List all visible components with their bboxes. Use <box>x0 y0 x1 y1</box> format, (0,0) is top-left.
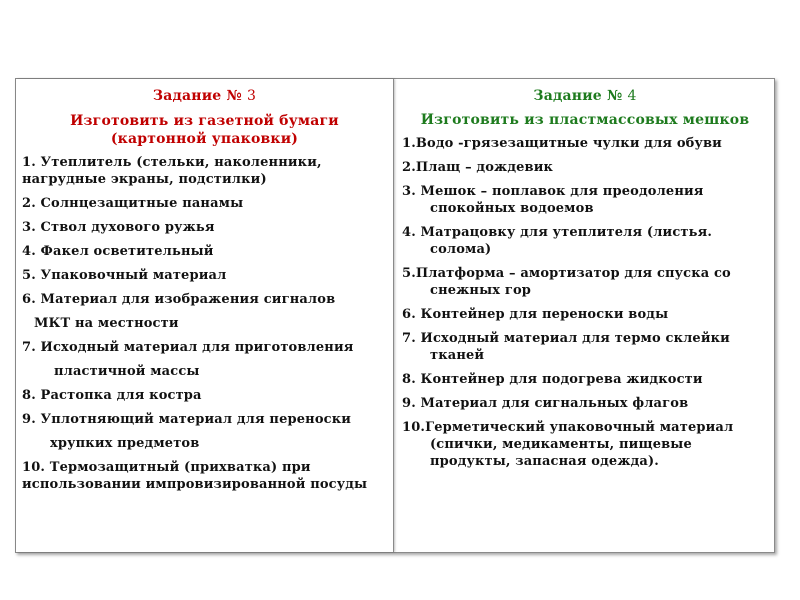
task3-item-6-cont-line-1: МКТ на местности <box>34 316 179 331</box>
task3-item-7-cont <box>22 363 387 380</box>
task3-item-1-line-2: нагрудные экраны, подстилки) <box>22 172 267 187</box>
task3-subtitle <box>22 112 387 148</box>
task3-title-prefix: Задание № <box>152 88 247 104</box>
task3-column <box>16 79 394 552</box>
task4-item-4-line-2: солома) <box>430 242 492 257</box>
task3-subtitle-line-2: (картонной упаковки) <box>110 131 299 147</box>
task4-title-prefix: Задание № <box>533 88 628 104</box>
task3-item-3 <box>22 219 387 236</box>
task3-item-8-line-1: 8. Растопка для костра <box>22 388 202 403</box>
task4-item-7-line-1: 7. Исходный материал для термо склейки <box>402 331 730 346</box>
task4-item-4-line-1: 4. Матрацовку для утеплителя (листья. <box>402 225 713 240</box>
task4-item-3-line-1: 3. Мешок – поплавок для преодоления <box>402 184 704 199</box>
task3-item-3-line-1: 3. Ствол духового ружья <box>22 220 215 235</box>
task4-item-10 <box>402 419 768 470</box>
task4-item-1-line-1: 1.Водо -грязезащитные чулки для обуви <box>402 136 722 151</box>
task3-subtitle-line-1: Изготовить из газетной бумаги <box>70 113 339 129</box>
task3-item-6-line-1: 6. Материал для изображения сигналов <box>22 292 336 307</box>
task4-item-9 <box>402 395 768 412</box>
task3-item-9-cont <box>22 435 387 452</box>
task3-item-5 <box>22 267 387 284</box>
task3-item-6-cont <box>22 315 387 332</box>
task3-title <box>22 87 387 105</box>
task4-item-1 <box>402 135 768 152</box>
task4-item-5 <box>402 265 768 299</box>
task4-item-8-line-1: 8. Контейнер для подогрева жидкости <box>402 372 703 387</box>
task3-item-7-line-1: 7. Исходный материал для приготовления <box>22 340 354 355</box>
task3-item-10-line-1: 10. Термозащитный (прихватка) при <box>22 460 311 475</box>
task3-item-10-line-2: использовании импровизированной посуды <box>22 477 368 492</box>
task3-item-9-cont-line-1: хрупких предметов <box>50 436 200 451</box>
task3-item-9-line-1: 9. Уплотняющий материал для переноски <box>22 412 352 427</box>
task3-item-5-line-1: 5. Упаковочный материал <box>22 268 227 283</box>
task3-item-7 <box>22 339 387 356</box>
task4-title-number: 4 <box>627 88 637 104</box>
task4-item-3 <box>402 183 768 217</box>
task3-title-number: 3 <box>246 88 257 104</box>
task4-list <box>402 135 768 470</box>
task3-item-1-line-1: 1. Утеплитель (стельки, наколенники, <box>22 155 322 170</box>
task4-item-8 <box>402 371 768 388</box>
task4-item-6 <box>402 306 768 323</box>
task3-item-4 <box>22 243 387 260</box>
task4-item-7-line-2: тканей <box>430 348 485 363</box>
task3-list <box>22 154 387 493</box>
task4-column <box>394 79 774 552</box>
task4-item-5-line-2: снежных гор <box>430 283 532 298</box>
task4-item-10-line-3: продукты, запасная одежда). <box>430 454 659 469</box>
task4-item-3-line-2: спокойных водоемов <box>430 201 594 216</box>
task3-item-9 <box>22 411 387 428</box>
task3-item-4-line-1: 4. Факел осветительный <box>22 244 214 259</box>
task4-item-2 <box>402 159 768 176</box>
tasks-table <box>15 78 775 553</box>
task4-subtitle: Изготовить из пластмассовых мешков <box>420 112 750 128</box>
task3-item-10 <box>22 459 387 493</box>
task3-item-1 <box>22 154 387 188</box>
task4-item-2-line-1: 2.Плащ – дождевик <box>402 160 554 175</box>
task4-item-10-line-2: (спички, медикаменты, пищевые <box>430 437 692 452</box>
task4-item-4 <box>402 224 768 258</box>
task3-item-8 <box>22 387 387 404</box>
task4-item-5-line-1: 5.Платформа – амортизатор для спуска со <box>402 266 731 281</box>
task4-item-7 <box>402 330 768 364</box>
task4-title <box>402 87 768 105</box>
task3-item-6 <box>22 291 387 308</box>
task3-item-2 <box>22 195 387 212</box>
task4-item-6-line-1: 6. Контейнер для переноски воды <box>402 307 669 322</box>
task4-item-10-line-1: 10.Герметический упаковочный материал <box>402 420 734 435</box>
task3-item-2-line-1: 2. Солнцезащитные панамы <box>22 196 244 211</box>
task3-item-7-cont-line-1: пластичной массы <box>54 364 200 379</box>
task4-item-9-line-1: 9. Материал для сигнальных флагов <box>402 396 689 411</box>
